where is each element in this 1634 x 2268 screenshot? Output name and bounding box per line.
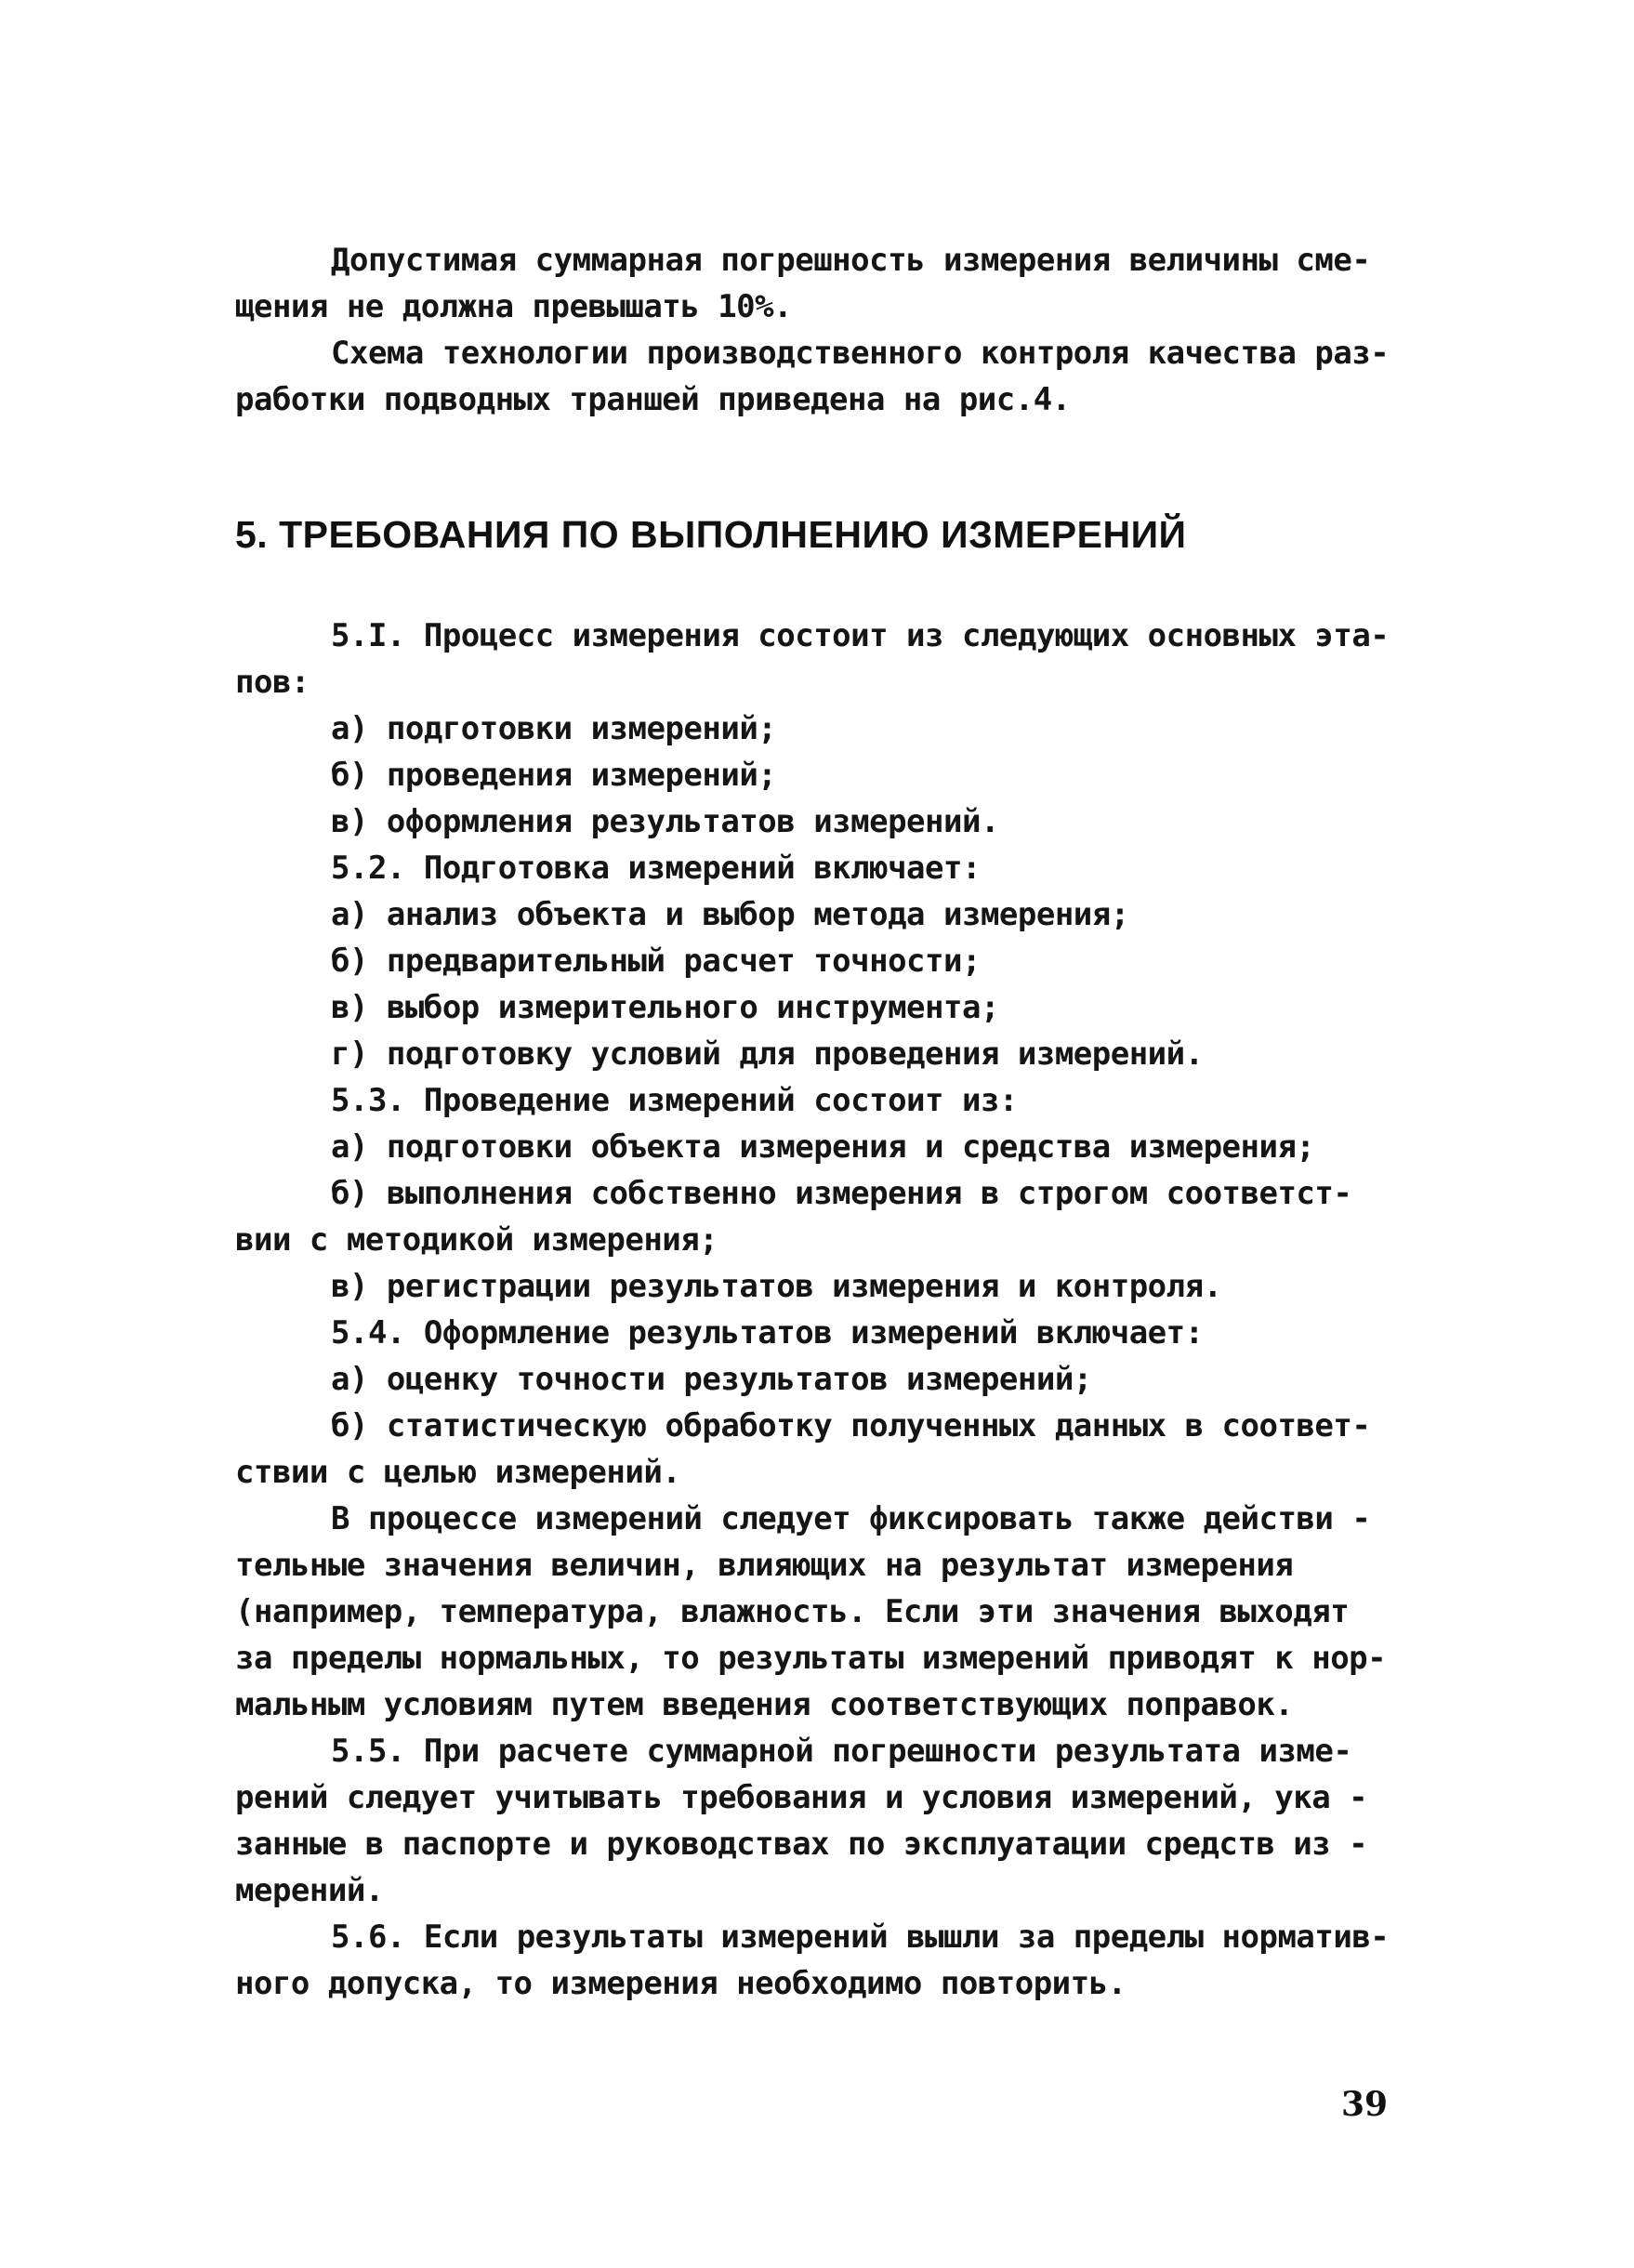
body-line: вии с методикой измерения; — [235, 1221, 718, 1259]
body-line: 5.6. Если результаты измерений вышли за пределы норматив- — [331, 1919, 1390, 1956]
body-line: ного допуска, то измерения необходимо повторить. — [235, 1965, 1127, 2002]
body-line: б) выполнения собственно измерения в строгом соответст- — [331, 1175, 1352, 1212]
body-line: а) оценку точности результатов измерений; — [331, 1361, 1092, 1398]
page-number: 39 — [1341, 2085, 1389, 2124]
section-heading: 5. ТРЕБОВАНИЯ ПО ВЫПОЛНЕНИЮ ИЗМЕРЕНИЙ — [235, 513, 1187, 556]
intro-line: Схема технологии производственного контроля качества раз- — [331, 335, 1390, 372]
intro-line: работки подводных траншей приведена на рис.4. — [235, 381, 1071, 418]
body-line: (например, температура, влажность. Если эти значения выходят — [235, 1593, 1350, 1630]
body-line: а) анализ объекта и выбор метода измерения; — [331, 896, 1129, 933]
intro-line: Допустимая суммарная погрешность измерения величины сме- — [331, 242, 1371, 279]
body-line: В процессе измерений следует фиксировать также действи - — [331, 1500, 1371, 1537]
body-line: пов: — [235, 664, 310, 701]
body-line: мерений. — [235, 1872, 384, 1909]
body-line: 5.5. При расчете суммарной погрешности результата изме- — [331, 1733, 1352, 1770]
body-line: в) регистрации результатов измерения и контроля. — [331, 1268, 1222, 1305]
body-line: в) выбор измерительного инструмента; — [331, 989, 999, 1026]
body-line: б) статистическую обработку полученных данных в соответ- — [331, 1407, 1371, 1444]
body-line: 5.3. Проведение измерений состоит из: — [331, 1082, 1018, 1119]
body-line: б) проведения измерений; — [331, 757, 777, 794]
body-line: 5.4. Оформление результатов измерений включает: — [331, 1314, 1204, 1352]
body-line: 5.I. Процесс измерения состоит из следующих основных эта- — [331, 617, 1390, 654]
body-line: а) подготовки объекта измерения и средства измерения; — [331, 1128, 1315, 1166]
body-line: в) оформления результатов измерений. — [331, 803, 999, 840]
body-line: а) подготовки измерений; — [331, 710, 777, 747]
body-line: за пределы нормальных, то результаты измерений приводят к нор- — [235, 1640, 1387, 1677]
intro-line: щения не должна превышать 10%. — [235, 288, 793, 325]
body-line: б) предварительный расчет точности; — [331, 943, 981, 980]
body-line: мальным условиям путем введения соответствующих поправок. — [235, 1686, 1294, 1723]
body-line: тельные значения величин, влияющих на результат измерения — [235, 1547, 1294, 1584]
body-line: 5.2. Подготовка измерений включает: — [331, 850, 981, 887]
body-line: рений следует учитывать требования и условия измерений, ука - — [235, 1779, 1368, 1816]
body-line: г) подготовку условий для проведения измерений. — [331, 1035, 1204, 1073]
body-line: ствии с целью измерений. — [235, 1454, 681, 1491]
body-line: занные в паспорте и руководствах по эксплуатации средств из - — [235, 1826, 1368, 1863]
